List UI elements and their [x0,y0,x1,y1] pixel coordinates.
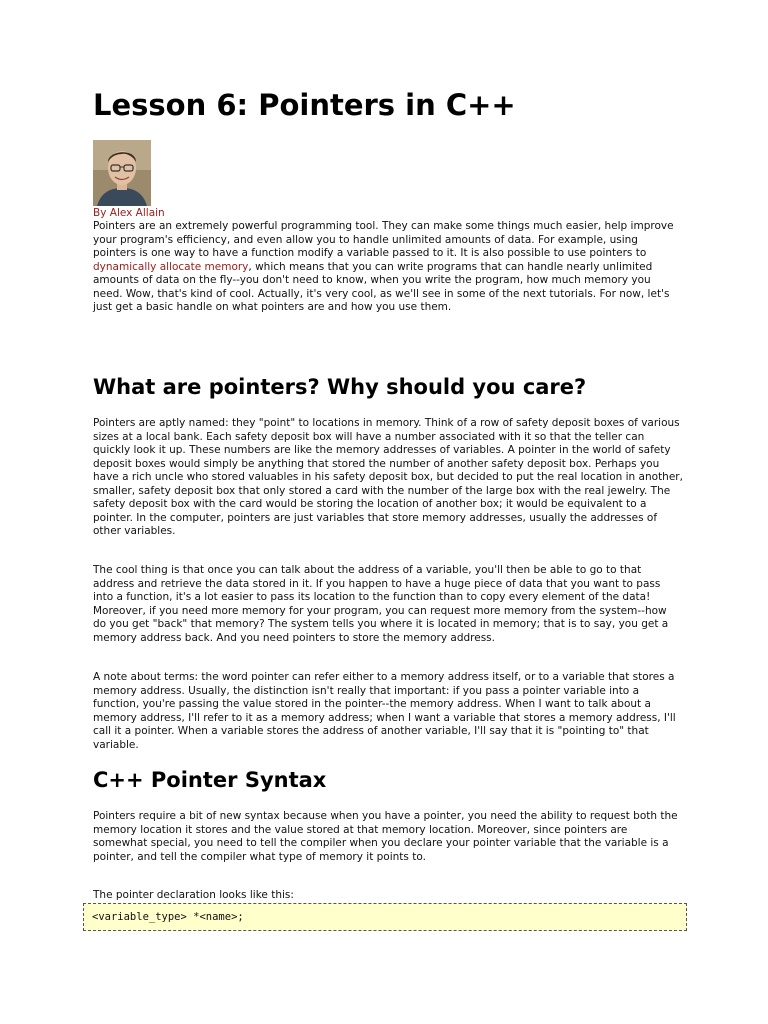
author-photo [93,140,151,206]
paragraph: The cool thing is that once you can talk about the address of a variable, you'll then be able to go to that address and retrieve the data stored in it. If you happen to have a huge piece of data that you want to pass into a function, it's a lot easier to pass its location to the function than to copy every element of the data! Moreover, if you need more memory for your program, you can request more memory from the system--how do you get "back" that memory? The system tells you where it is located in memory; that is to say, you get a memory address back. And you need pointers to store the memory address. [93,564,669,644]
paragraph: Pointers are aptly named: they "point" to locations in memory. Think of a row of safety deposit boxes of various sizes at a local bank. Each safety deposit box will have a number associated with it so that the teller can quickly look it up. These numbers are like the memory addresses of variables. A pointer in the world of safety deposit boxes would simply be anything that stored the number of another safety deposit box. Perhaps you have a rich uncle who stored valuables in his safety deposit box, but decided to put the real location in another, smaller, safety deposit box that only stored a card with the number of the large box with the real jewelry. The safety deposit box with the card would be storing the location of another box; it would be equivalent to a pointer. In the computer, pointers are just variables that store memory addresses, usually the addresses of other variables. [93,417,683,537]
section-heading-pointers: What are pointers? Why should you care? [93,375,587,399]
intro-text-1: Pointers are an extremely powerful programming tool. They can make some things much easier, help improve your program's efficiency, and even allow you to handle unlimited amounts of data. For example, using pointers is one way to have a function modify a variable passed to it. It is also possible to use pointers to [93,220,674,259]
author-byline[interactable]: By Alex Allain [93,207,165,219]
intro-paragraph [93,220,683,315]
page-title: Lesson 6: Pointers in C++ [93,88,516,122]
dynamic-memory-link[interactable]: dynamically allocate memory [93,260,249,273]
paragraph: The pointer declaration looks like this: [93,889,294,901]
code-block: <variable_type> *<name>; [83,903,687,931]
paragraph: A note about terms: the word pointer can refer either to a memory address itself, or to a variable that stores a memory address. Usually, the distinction isn't really that important: if you pass a pointer variable into a function, you're passing the value stored in the pointer--the memory address. When I want to talk about a memory address, I'll refer to it as a memory address; when I want a variable that stores a memory address, I'll call it a pointer. When a variable stores the address of another variable, I'll say that it is "pointing to" that variable. [93,671,676,751]
section-heading-syntax: C++ Pointer Syntax [93,768,327,792]
paragraph: Pointers require a bit of new syntax because when you have a pointer, you need the ability to request both the memory location it stores and the value stored at that memory location. Moreover, since pointers are somewhat special, you need to tell the compiler when you declare your pointer variable that the variable is a pointer, and tell the compiler what type of memory it points to. [93,810,678,863]
intro-text-2: , which means that you can write programs that can handle nearly unlimited amounts of data on the fly--you don't need to know, when you write the program, how much memory you need. Wow, that's kind of cool. Actually, it's very cool, as we'll see in some of the next tutorials. For now, let's just get a basic handle on what pointers are and how you use them. [93,260,670,313]
